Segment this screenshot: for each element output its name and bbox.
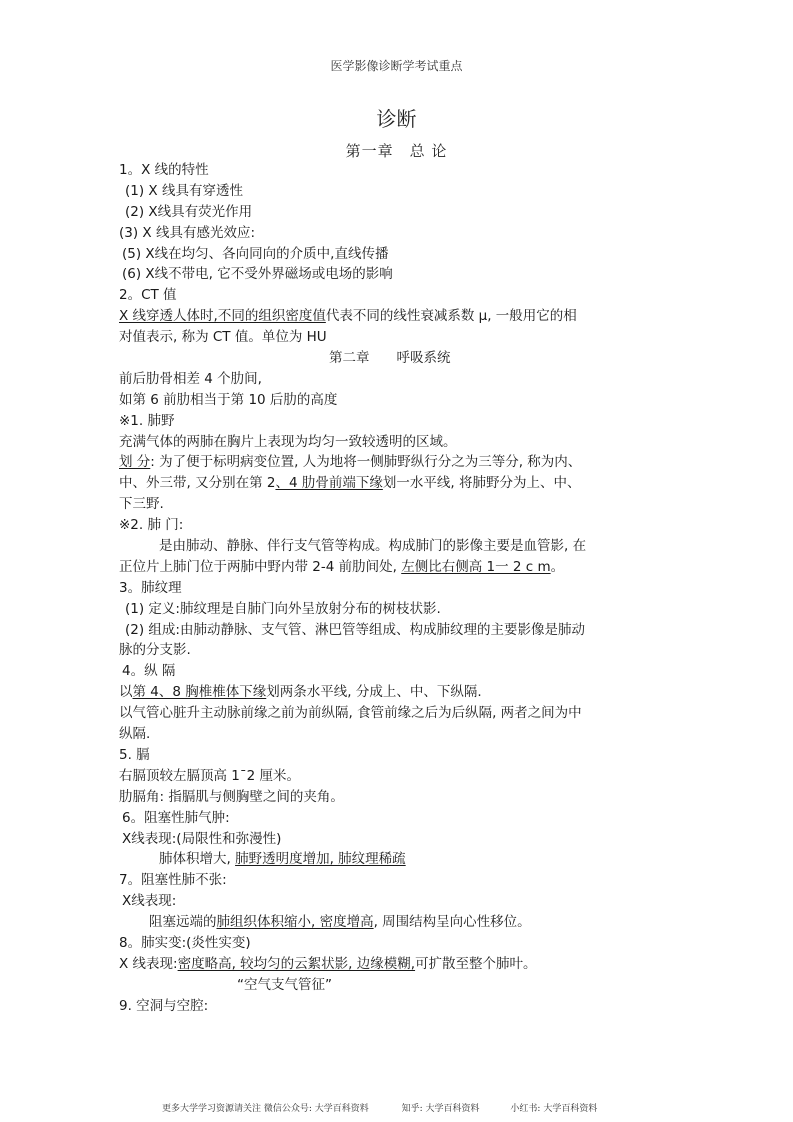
atelectasis-finding	[119, 912, 679, 933]
page-footer	[162, 1101, 597, 1114]
lung-field-division	[119, 452, 679, 473]
mediastinum-line-3: 纵隔.	[119, 726, 151, 743]
atelectasis-finding-underlined: 肺组织体积缩小, 密度增高	[216, 914, 374, 931]
ribs-line-2: 如第 6 前肋相当于第 10 后肋的高度	[119, 391, 338, 408]
consolidation-xray	[119, 954, 679, 975]
atelectasis-finding-pre: 阻塞远端的	[149, 914, 217, 931]
chapter-2-title: 第二章 呼吸系统	[329, 350, 451, 367]
mediastinum-line-1-pre: 以	[119, 684, 133, 701]
ribs-line-1: 前后肋骨相差 4 个肋间,	[119, 370, 262, 387]
thoracic-vertebra-underlined: 第 4、8 胸椎椎体下缘	[132, 684, 267, 701]
page-header: 医学影像诊断学考试重点	[330, 59, 463, 73]
xray-property-3: (3) X 线具有感光效应:	[119, 224, 256, 241]
lung-field-heading: ※1. 肺野	[119, 412, 175, 429]
hilum-left-higher: 左侧比右侧高 1一 2 c m	[401, 558, 551, 575]
lung-markings-composition-1: (2) 组成:由肺动静脉、支气管、淋巴管等组成、构成肺纹理的主要影像是肺动	[125, 621, 585, 638]
atelectasis-finding-post: , 周围结构呈向心性移位。	[373, 914, 531, 931]
line3-post: 划一水平线, 将肺野分为上、中、	[382, 475, 581, 492]
consolidation-xray-label: X 线表现:	[119, 955, 178, 972]
ct-definition-line-1	[119, 306, 679, 327]
mediastinum-line-1	[119, 682, 679, 703]
division-text: : 为了便于标明病变位置, 人为地将一侧肺野纵行分之为三等分, 称为内、	[150, 454, 582, 471]
document-body	[119, 160, 679, 1017]
division-label: 划 分	[119, 454, 151, 471]
atelectasis-xray: X线表现:	[122, 893, 177, 910]
air-bronchogram-sign: “空气支气管征”	[237, 976, 332, 993]
lung-field-line-1: 充满气体的两肺在胸片上表现为均匀一致较透明的区域。	[119, 433, 457, 450]
section-1-heading: 1。X 线的特性	[119, 162, 209, 178]
hilum-line-2-post: 。	[550, 558, 565, 575]
cavity-heading: 9. 空洞与空腔:	[119, 997, 209, 1014]
ct-definition-line-2: 对值表示, 称为 CT 值。单位为 HU	[119, 329, 327, 346]
hilum-line-1: 是由肺动、静脉、伴行支气管等构成。构成肺门的影像主要是血管影, 在	[159, 538, 587, 555]
emphysema-finding-pre: 肺体积增大,	[159, 851, 236, 868]
hilum-line-2-pre: 正位片上肺门位于两肺中野内带 2-4 前肋间处,	[119, 558, 402, 575]
ct-definition-rest: 代表不同的线性衰减系数 μ, 一般用它的相	[325, 308, 577, 325]
atelectasis-heading: 7。阻塞性肺不张:	[119, 872, 227, 889]
emphysema-finding-underlined: 肺野透明度增加, 肺纹理稀疏	[235, 851, 406, 868]
footer-xiaohongshu: 小红书: 大学百科资料	[510, 1104, 598, 1114]
document-title: 诊断	[376, 107, 417, 131]
xray-property-5: (5) X线在均匀、各向同向的介质中,直线传播	[122, 245, 389, 262]
line3-pre: 中、外三带, 又分别在第 2	[119, 475, 276, 492]
lung-markings-heading: 3。肺纹理	[119, 579, 182, 596]
mediastinum-line-1-post: 划两条水平线, 分成上、中、下纵隔.	[266, 684, 482, 701]
xray-property-2: (2) X线具有荧光作用	[125, 203, 253, 220]
section-2-heading: 2。CT 值	[119, 287, 177, 304]
emphysema-heading: 6。阻塞性肺气肿:	[122, 809, 230, 826]
lung-field-line-4: 下三野.	[119, 496, 164, 513]
lung-markings-definition: (1) 定义:肺纹理是自肺门向外呈放射分布的树枝状影.	[125, 600, 441, 617]
hilum-heading: ※2. 肺 门:	[119, 517, 184, 534]
consolidation-xray-post: 可扩散至整个肺叶。	[415, 955, 537, 972]
ct-definition-underlined: X 线穿透人体时,不同的组织密度值	[119, 308, 326, 325]
hilum-line-2	[119, 557, 679, 578]
lung-field-line-3	[119, 473, 679, 494]
emphysema-xray: X线表现:(局限性和弥漫性)	[122, 830, 282, 847]
consolidation-xray-underlined: 密度略高, 较均匀的云絮状影, 边缘模糊,	[177, 955, 416, 972]
consolidation-heading: 8。肺实变:(炎性实变)	[119, 934, 251, 951]
xray-property-1: (1) X 线具有穿透性	[125, 182, 243, 199]
mediastinum-heading: 4。纵 隔	[122, 663, 176, 680]
rib-4-underlined: 、4 肋骨前端下缘	[275, 475, 383, 492]
footer-zhihu: 知乎: 大学百科资料	[401, 1104, 480, 1114]
diaphragm-line-1: 右膈顶较左膈顶高 1¯2 厘米。	[119, 767, 301, 784]
mediastinum-line-2: 以气管心脏升主动脉前缘之前为前纵隔, 食管前缘之后为后纵隔, 两者之间为中	[119, 705, 582, 722]
diaphragm-heading: 5. 膈	[119, 746, 150, 763]
diaphragm-line-2: 肋膈角: 指膈肌与侧胸壁之间的夹角。	[119, 788, 344, 805]
footer-wechat: 更多大学学习资源请关注 微信公众号: 大学百科资料	[162, 1104, 369, 1114]
chapter-1-title: 第一章 总 论	[345, 142, 448, 160]
emphysema-finding	[119, 849, 679, 870]
lung-markings-composition-2: 脉的分支影.	[119, 642, 191, 659]
xray-property-6: (6) X线不带电, 它不受外界磁场或电场的影响	[122, 266, 393, 283]
